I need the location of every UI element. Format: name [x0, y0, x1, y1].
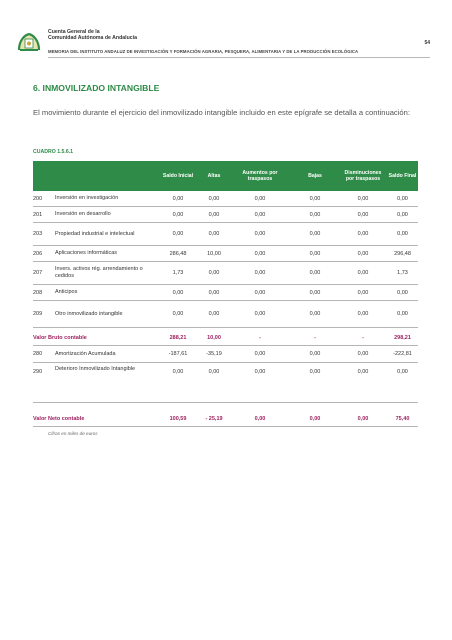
cell-disminuciones: 0,00 — [357, 211, 369, 218]
cell-disminuciones: 0,00 — [357, 369, 369, 375]
col-header-bajas: Bajas — [308, 172, 322, 179]
cell-altas: -35,19 — [206, 351, 222, 357]
cell-saldo-inicial: 1,73 — [172, 270, 184, 276]
intro-paragraph: El movimiento durante el ejercicio del inmovilizado intangible incluido en este epígrafe se detalla a continuación: — [33, 108, 410, 117]
cell-aumentos: - — [259, 335, 261, 341]
table-row — [33, 207, 418, 223]
cell-disminuciones: 0,00 — [357, 289, 369, 296]
row-code: 206 — [33, 250, 43, 257]
row-description: Invers. activos rég. arrendamiento o cedidos — [55, 266, 143, 279]
row-code: 203 — [33, 231, 43, 237]
cell-altas: 0,00 — [208, 289, 220, 296]
table-row — [33, 346, 418, 363]
cell-aumentos: 0,00 — [254, 231, 266, 237]
table-footnote: Cifras en miles de euros — [48, 431, 98, 436]
cell-saldo-final: 0,00 — [397, 195, 408, 202]
cell-saldo-final: 1,73 — [397, 270, 408, 276]
cell-aumentos: 0,00 — [254, 211, 266, 218]
cell-saldo-inicial: 0,00 — [172, 231, 184, 237]
cell-altas: 10,00 — [207, 335, 221, 341]
cell-aumentos: 0,00 — [254, 416, 266, 422]
cell-saldo-final: 0,00 — [397, 289, 408, 296]
table-row — [33, 246, 418, 262]
section-title: 6. INMOVILIZADO INTANGIBLE — [33, 83, 160, 93]
cell-aumentos: 0,00 — [254, 289, 266, 296]
report-title: MEMORIA DEL INSTITUTO ANDALUZ DE INVESTIGACIÓN Y FORMACIÓN AGRARIA, PESQUERA, ALIMENTARIA Y DE LA PRODUCCIÓN ECOLÓGICA — [48, 49, 359, 54]
table-row — [33, 363, 418, 403]
cell-disminuciones: 0,00 — [357, 195, 369, 202]
page-number: 54 — [424, 40, 430, 46]
col-header-altas: Altas — [207, 172, 221, 179]
cell-saldo-inicial: 0,00 — [172, 195, 184, 202]
cell-disminuciones: 0,00 — [357, 231, 369, 237]
cell-saldo-inicial: 288,21 — [169, 335, 187, 341]
col-header-aumentos: Aumentos por traspasos — [242, 169, 278, 182]
cell-disminuciones: - — [362, 335, 364, 341]
cell-saldo-final: 298,21 — [394, 335, 411, 341]
total-row-neto — [33, 412, 418, 427]
cell-aumentos: 0,00 — [254, 311, 266, 317]
total-label: Valor Neto contable — [33, 416, 85, 422]
cell-saldo-inicial: 286,48 — [169, 250, 187, 257]
cell-disminuciones: 0,00 — [357, 250, 369, 257]
row-description: Propiedad industrial e intelectual — [55, 230, 135, 237]
table-row — [33, 223, 418, 246]
row-description: Deterioro Inmovilizado Intangible — [55, 366, 136, 372]
cell-bajas: 0,00 — [309, 270, 321, 276]
cell-saldo-inicial: 0,00 — [172, 289, 184, 296]
row-code: 208 — [33, 289, 43, 296]
cell-saldo-inicial: -187,61 — [168, 351, 188, 357]
cell-altas: 10,00 — [207, 250, 221, 257]
cell-saldo-inicial: 100,59 — [169, 416, 187, 422]
cell-bajas: 0,00 — [309, 211, 321, 218]
cell-aumentos: 0,00 — [254, 369, 266, 375]
row-description: Aplicaciones informáticas — [55, 250, 118, 257]
cell-saldo-final: 0,00 — [397, 231, 408, 237]
cell-disminuciones: 0,00 — [357, 416, 369, 422]
cell-altas: 0,00 — [208, 195, 220, 202]
cell-disminuciones: 0,00 — [357, 270, 369, 276]
cell-saldo-inicial: 0,00 — [172, 311, 184, 317]
cell-saldo-final: 0,00 — [397, 369, 408, 375]
cell-altas: 0,00 — [208, 369, 220, 375]
row-code: 290 — [33, 369, 43, 375]
cell-saldo-final: 296,48 — [394, 250, 411, 257]
row-description: Inversión en investigación — [55, 195, 119, 202]
table-row — [33, 285, 418, 301]
table-row — [33, 262, 418, 285]
cell-aumentos: 0,00 — [254, 250, 266, 257]
row-description: Inversión en desarrollo — [55, 211, 111, 218]
row-code: 280 — [33, 351, 43, 357]
org-line-1: Cuenta General de la — [48, 29, 100, 35]
cell-altas: 0,00 — [208, 211, 220, 218]
cell-saldo-inicial: 0,00 — [172, 369, 184, 375]
row-code: 207 — [33, 270, 43, 276]
total-row-bruto — [33, 331, 418, 346]
org-line-2: Comunidad Autónoma de Andalucía — [48, 35, 137, 42]
cell-disminuciones: 0,00 — [357, 311, 369, 317]
row-description: Otro inmovilizado intangible — [55, 310, 123, 317]
row-code: 201 — [33, 211, 43, 218]
organization-name — [48, 29, 137, 42]
header-divider — [48, 57, 430, 58]
cell-bajas: 0,00 — [309, 231, 321, 237]
row-code: 200 — [33, 195, 43, 202]
row-description: Amortización Acumulada — [55, 350, 116, 357]
cell-altas: 0,00 — [208, 270, 220, 276]
cell-disminuciones: 0,00 — [357, 351, 369, 357]
cell-bajas: 0,00 — [309, 250, 321, 257]
cell-saldo-final: 0,00 — [397, 311, 408, 317]
cell-altas: - 25,19 — [205, 416, 223, 422]
cell-aumentos: 0,00 — [254, 351, 266, 357]
col-header-saldo-inicial: Saldo Inicial — [162, 172, 194, 179]
table-header — [33, 161, 418, 191]
cell-saldo-final: 75,40 — [395, 416, 410, 422]
table-row — [33, 301, 418, 328]
total-label: Valor Bruto contable — [33, 335, 87, 341]
cell-saldo-inicial: 0,00 — [172, 211, 184, 218]
col-header-disminuciones: Disminuciones por traspasos — [344, 169, 382, 182]
cell-altas: 0,00 — [208, 311, 220, 317]
coat-of-arms-logo — [16, 30, 42, 54]
cell-bajas: 0,00 — [309, 311, 321, 317]
table-row — [33, 191, 418, 207]
cell-altas: 0,00 — [208, 231, 220, 237]
col-header-saldo-final: Saldo Final — [388, 172, 417, 179]
cell-saldo-final: -222,81 — [393, 351, 412, 357]
cell-bajas: - — [314, 335, 316, 341]
cell-bajas: 0,00 — [309, 195, 321, 202]
cell-bajas: 0,00 — [309, 369, 321, 375]
cell-saldo-final: 0,00 — [397, 211, 408, 218]
cell-bajas: 0,00 — [309, 289, 321, 296]
row-code: 209 — [33, 311, 43, 317]
cell-aumentos: 0,00 — [254, 195, 266, 202]
cell-aumentos: 0,00 — [254, 270, 266, 276]
table-caption: CUADRO 1.5.6.1 — [33, 149, 74, 155]
cell-bajas: 0,00 — [309, 416, 321, 422]
cell-bajas: 0,00 — [309, 351, 321, 357]
row-description: Anticipos — [55, 289, 78, 296]
